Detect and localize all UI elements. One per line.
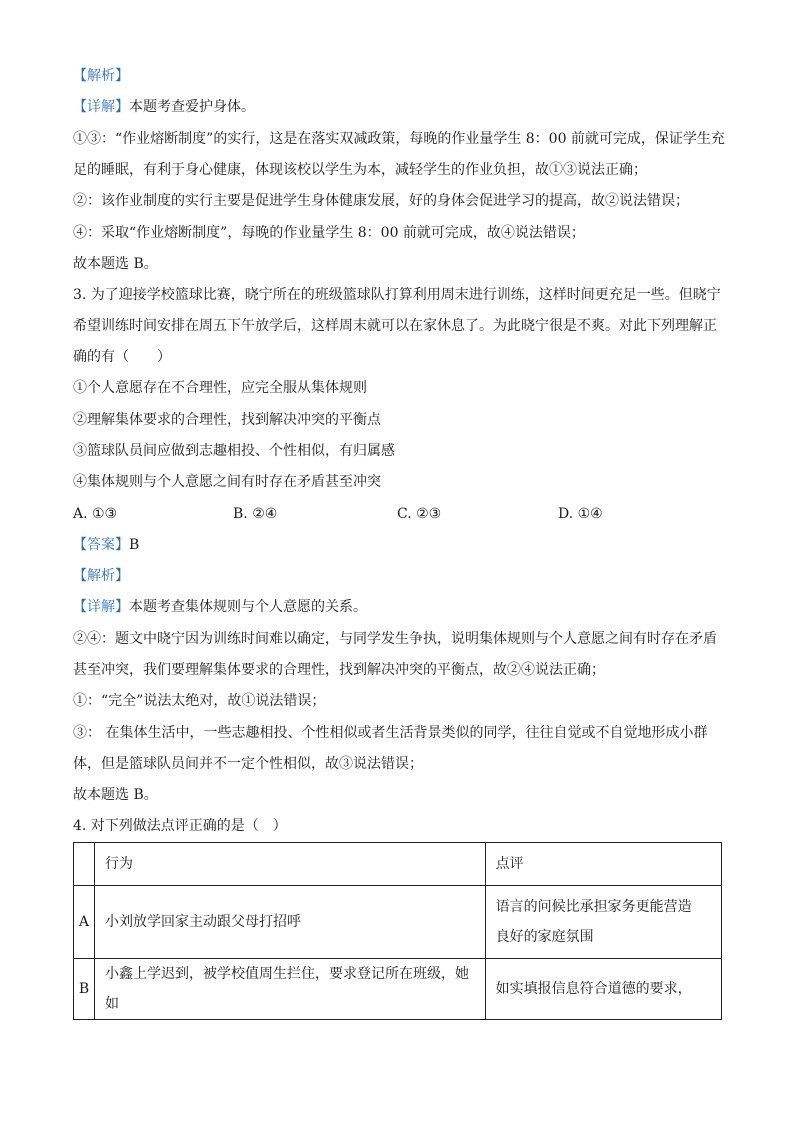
analysis-tag: 【解析】 <box>73 68 129 84</box>
evaluation-table <box>73 842 722 1020</box>
header-cell-comment: 点评 <box>485 843 721 886</box>
row-comment <box>485 959 721 1020</box>
row-behavior: 小刘放学回家主动跟父母打招呼 <box>94 886 485 959</box>
detail-tag: 【详解】 <box>73 599 129 615</box>
detail-tag: 【详解】 <box>73 99 129 115</box>
row-comment-line: 良好的家庭氛围 <box>495 929 594 945</box>
detail-text: 本题考查集体规则与个人意愿的关系。 <box>129 599 367 615</box>
explanation-line: ②：该作业制度的实行主要是促进学生身体健康发展，好的身体会促进学习的提高，故②说法错误； <box>73 193 689 209</box>
statement-item: ②理解集体要求的合理性，找到解决冲突的平衡点 <box>73 412 381 428</box>
option-c: C. ②③ <box>397 506 442 522</box>
statement-item: ④集体规则与个人意愿之间有时存在矛盾甚至冲突 <box>73 474 381 490</box>
answer-tag: 【答案】 <box>73 537 129 553</box>
detail-line <box>73 97 733 117</box>
answer-value: B <box>129 537 140 553</box>
analysis-tag: 【解析】 <box>73 568 129 584</box>
row-key: A <box>74 886 95 959</box>
row-behavior: 小鑫上学迟到，被学校值周生拦住，要求登记所在班级，她如 <box>94 959 485 1020</box>
detail-line <box>73 597 733 617</box>
row-comment-line: 语言的问候比承担家务更能营造 <box>495 899 692 915</box>
statement-item: ③篮球队员间应做到志趣相投、个性相似，有归属感 <box>73 443 395 459</box>
conclusion-line: 故本题选 B。 <box>73 787 158 803</box>
question-stem: 4. 对下列做法点评正确的是（ ） <box>73 818 287 834</box>
row-comment <box>485 886 721 959</box>
table-row <box>74 959 722 1020</box>
explanation-line: ②④：题文中晓宁因为训练时间难以确定，与同学发生争执，说明集体规则与个人意愿之间有时存在矛盾 <box>73 631 717 647</box>
row-comment-line: 如实填报信息符合道德的要求， <box>495 981 692 997</box>
option-a: A. ①③ <box>73 506 118 522</box>
explanation-line: ①：“完全”说法太绝对，故①说法错误； <box>73 693 326 709</box>
question-stem: 3. 为了迎接学校篮球比赛，晓宁所在的班级篮球队打算利用周末进行训练，这样时间更充足一些。但晓宁 <box>73 287 721 303</box>
table-header-row <box>74 843 722 886</box>
explanation-line: ③： 在集体生活中，一些志趣相投、个性相似或者生活背景类似的同学，往往自觉或不自觉地形成小群 <box>73 725 708 741</box>
table-row <box>74 886 722 959</box>
explanation-line: 体，但是篮球队员间并不一定个性相似，故③说法错误； <box>73 756 423 772</box>
option-d: D. ①④ <box>558 506 603 522</box>
conclusion-line: 故本题选 B。 <box>73 256 158 272</box>
row-key: B <box>74 959 95 1020</box>
explanation-line: 甚至冲突，我们要理解集体要求的合理性，找到解决冲突的平衡点，故②④说法正确； <box>73 662 605 678</box>
question-stem: 希望训练时间安排在周五下午放学后，这样周末就可以在家休息了。为此晓宁很是不爽。对此下列理解正 <box>73 318 717 334</box>
explanation-line: 足的睡眠，有利于身心健康，体现该校以学生为本，减轻学生的作业负担，故①③说法正确； <box>73 162 647 178</box>
question-stem: 确的有（ ） <box>73 349 171 365</box>
header-cell-key <box>74 843 95 886</box>
explanation-line: ④：采取“作业熔断制度”，每晚的作业量学生 8：00 前就可完成，故④说法错误； <box>73 225 585 241</box>
explanation-line: ①③：“作业熔断制度”的实行，这是在落实双减政策，每晚的作业量学生 8：00 前就可完成，保证学生充 <box>73 131 725 147</box>
detail-text: 本题考查爱护身体。 <box>129 99 255 115</box>
answer-line <box>73 535 733 555</box>
option-b: B. ②④ <box>233 506 278 522</box>
statement-item: ①个人意愿存在不合理性，应完全服从集体规则 <box>73 380 367 396</box>
header-cell-behavior: 行为 <box>94 843 485 886</box>
